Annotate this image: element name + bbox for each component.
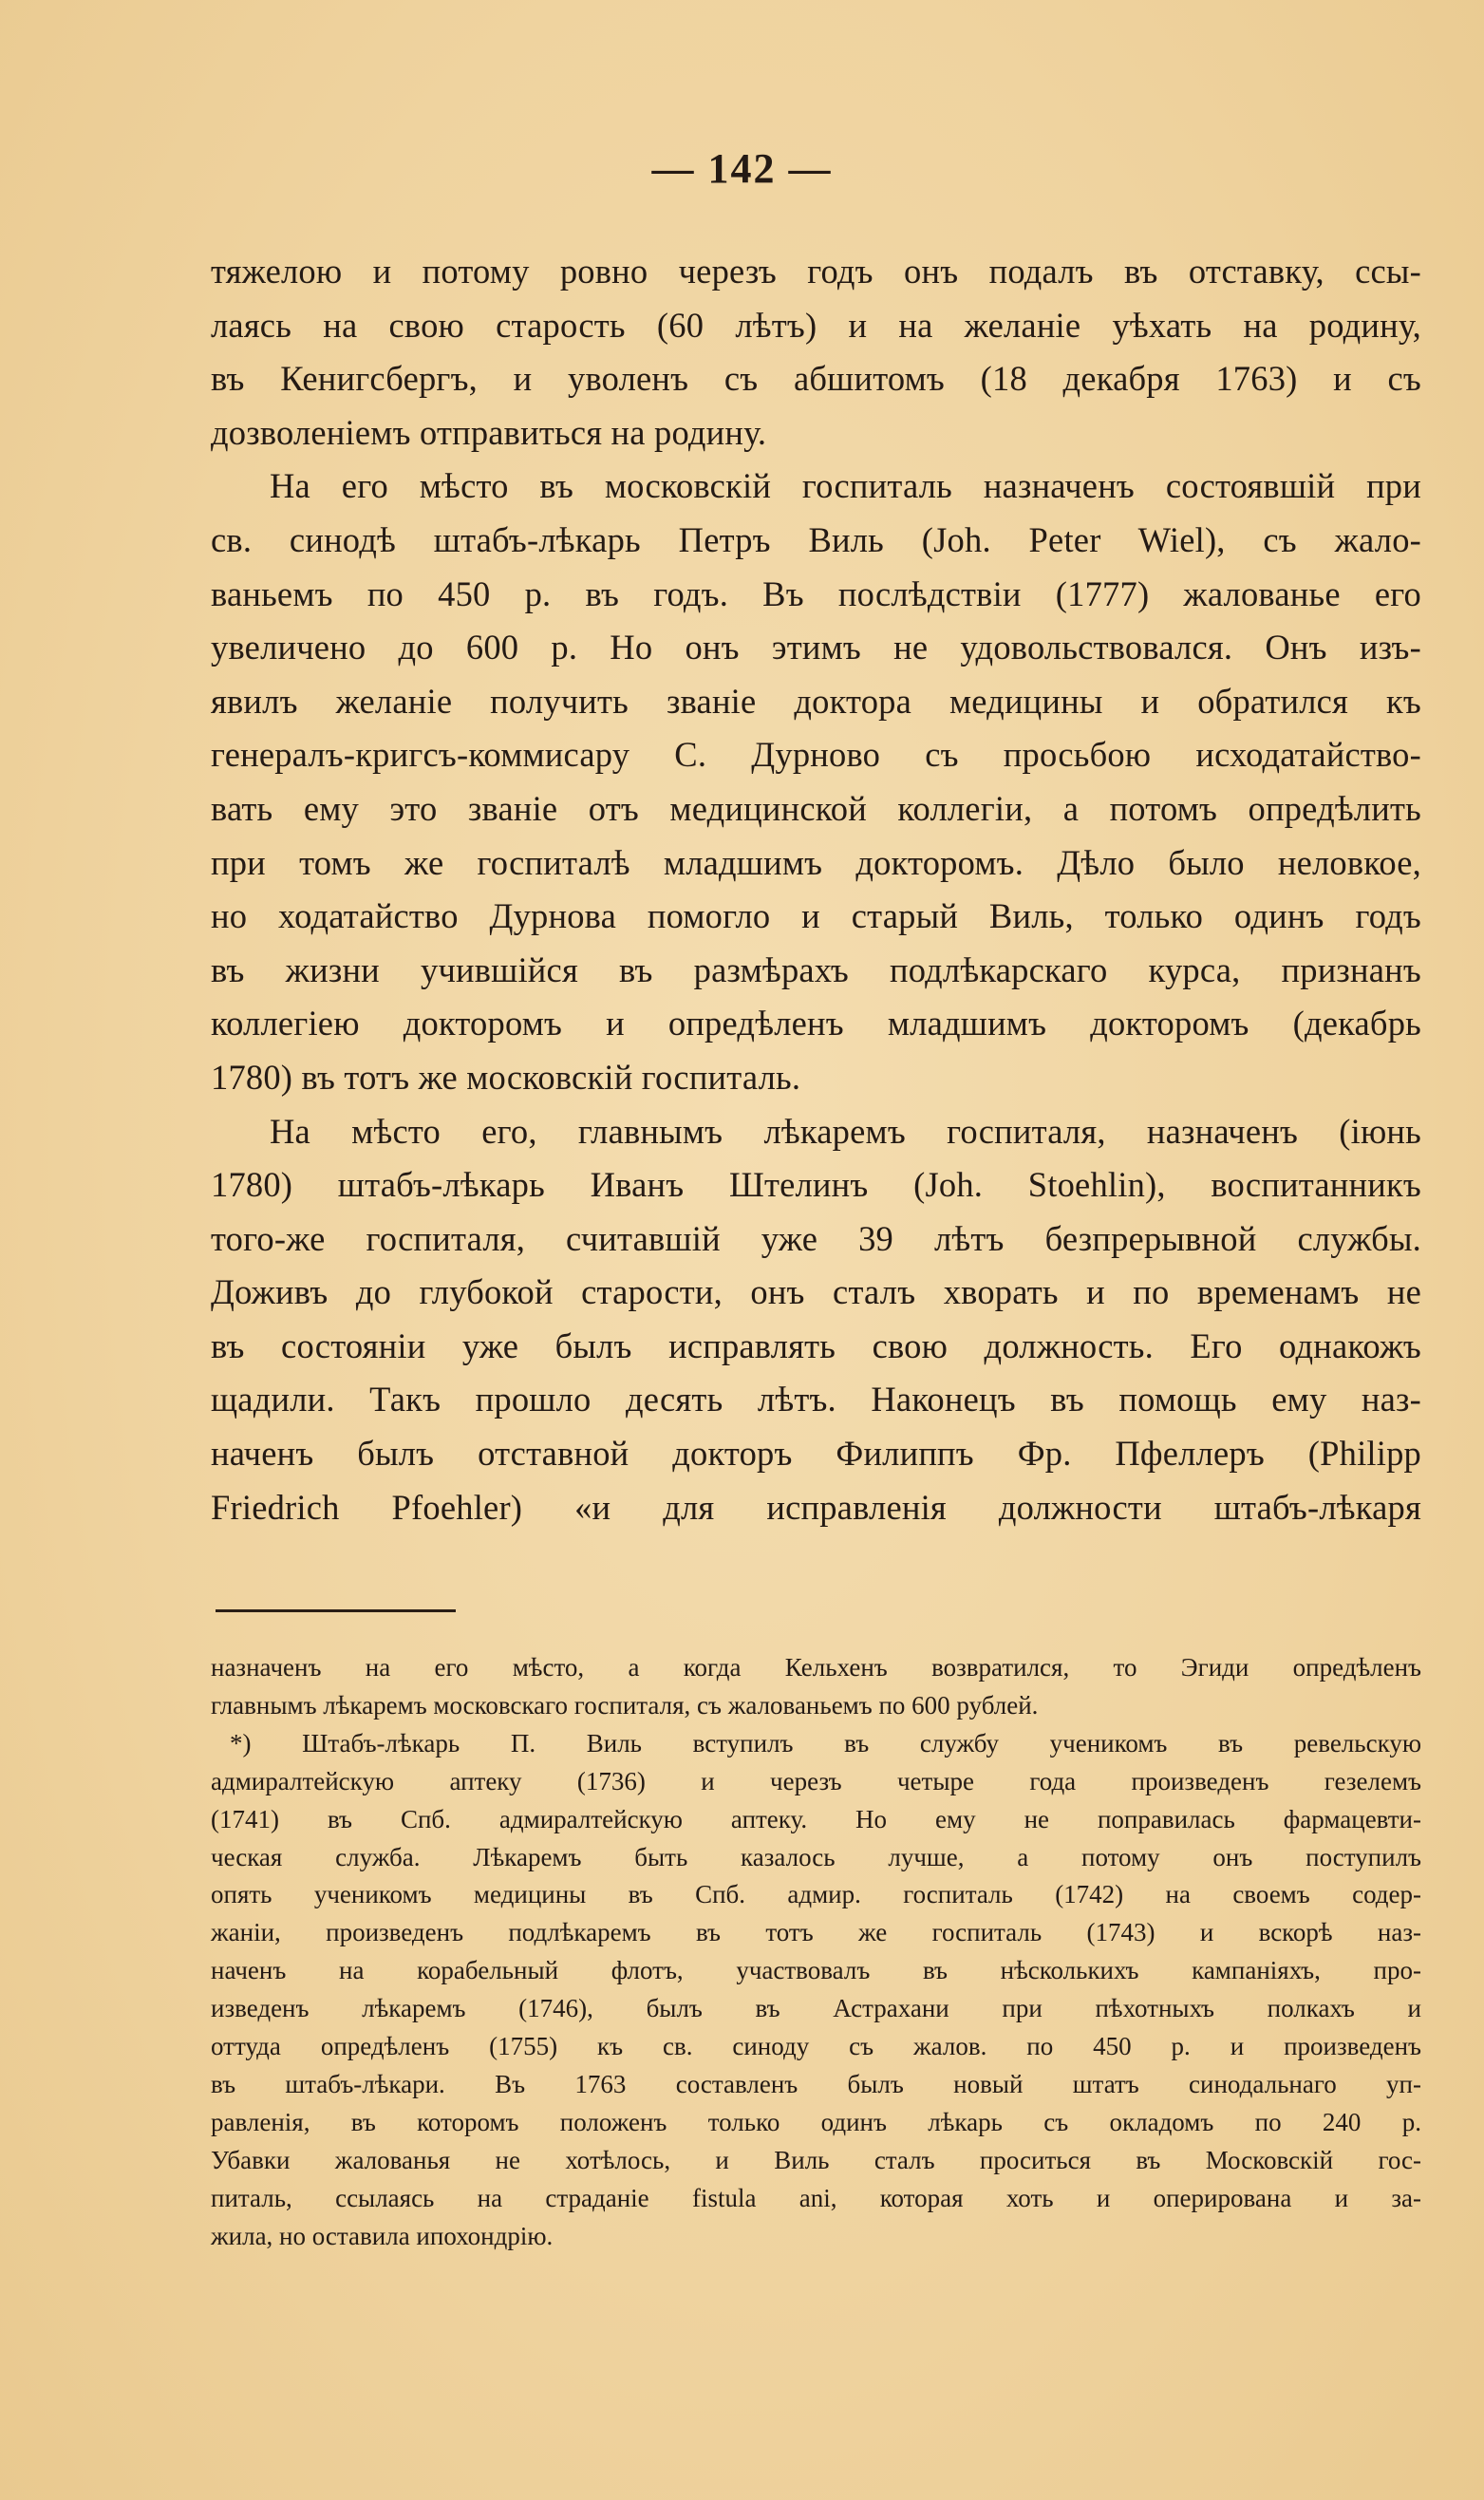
main-text [211, 245, 1421, 1534]
text-line: явилъ желаніе получить званіе доктора медицины и обратился къ [211, 681, 1421, 721]
footnotes [211, 1649, 1421, 2256]
text-line: того-же госпиталя, считавшій уже 39 лѣтъ безпрерывной службы. [211, 1218, 1421, 1258]
footnote-divider [216, 1609, 456, 1612]
text-line: увеличено до 600 р. Но онъ этимъ не удовольствовался. Онъ изъ- [211, 628, 1421, 667]
text-line: коллегіею докторомъ и опредѣленъ младшимъ докторомъ (декабрь [211, 1004, 1421, 1043]
text-line: тяжелою и потому ровно черезъ годъ онъ подалъ въ отставку, ссы- [211, 252, 1421, 291]
text-line: св. синодѣ штабъ-лѣкарь Петръ Виль (Joh. Peter Wiel), съ жало- [211, 519, 1421, 559]
footnote-line: жаніи, произведенъ подлѣкаремъ въ тотъ же госпиталь (1743) и вскорѣ наз- [211, 1918, 1421, 1947]
text-line: На его мѣсто въ московскій госпиталь назначенъ состоявшій при [270, 466, 1421, 506]
text-line: 1780) въ тотъ же московскій госпиталь. [211, 1057, 801, 1097]
footnote-line: оттуда опредѣленъ (1755) къ св. синоду съ жалов. по 450 р. и произведенъ [211, 2032, 1421, 2061]
text-line: въ состояніи уже былъ исправлять свою должность. Его однакожъ [211, 1325, 1421, 1365]
text-line: въ Кенигсбергъ, и уволенъ съ абшитомъ (18 декабря 1763) и съ [211, 359, 1421, 399]
paragraph [211, 1105, 1421, 1535]
footnote [211, 1725, 1421, 2256]
text-line: въ жизни учившійся въ размѣрахъ подлѣкарскаго курса, признанъ [211, 949, 1421, 989]
footnote-line: (1741) въ Спб. адмиралтейскую аптеку. Но ему не поправилась фармацевти- [211, 1804, 1421, 1833]
page-number: — 142 — [651, 145, 833, 192]
text-line: Доживъ до глубокой старости, онъ сталъ хворать и по временамъ не [211, 1272, 1421, 1312]
footnote-line: изведенъ лѣкаремъ (1746), былъ въ Астрахани при пѣхотныхъ полкахъ и [211, 1994, 1421, 2023]
text-line: дозволеніемъ отправиться на родину. [211, 412, 767, 452]
text-line: но ходатайство Дурнова помогло и старый Виль, только одинъ годъ [211, 896, 1421, 936]
text-line: щадили. Такъ прошло десять лѣтъ. Наконецъ въ помощь ему наз- [211, 1380, 1421, 1419]
text-line: На мѣсто его, главнымъ лѣкаремъ госпиталя, назначенъ (іюнь [270, 1111, 1421, 1151]
text-line: Friedrich Pfoehler) «и для исправленія должности штабъ-лѣкаря [211, 1487, 1421, 1527]
text-line: вать ему это званіе отъ медицинской коллегіи, а потомъ опредѣлить [211, 788, 1421, 828]
footnote-line: опять ученикомъ медицины въ Спб. адмир. госпиталь (1742) на своемъ содер- [211, 1880, 1421, 1909]
text-line: 1780) штабъ-лѣкарь Иванъ Штелинъ (Joh. Stoehlin), воспитанникъ [211, 1165, 1421, 1205]
text-line: при томъ же госпиталѣ младшимъ докторомъ. Дѣло было неловкое, [211, 842, 1421, 882]
footnote-line: назначенъ на его мѣсто, а когда Кельхенъ возвратился, то Эгиди опредѣленъ [211, 1653, 1421, 1682]
footnote-line: ческая служба. Лѣкаремъ быть казалось лучше, а потому онъ поступилъ [211, 1842, 1421, 1871]
footnote-line: наченъ на корабельный флотъ, участвовалъ въ нѣсколькихъ кампаніяхъ, про- [211, 1956, 1421, 1985]
footnote-line: Убавки жалованья не хотѣлось, и Виль сталъ проситься въ Московскій гос- [211, 2145, 1421, 2174]
footnote-line: жила, но оставила ипохондрію. [211, 2221, 554, 2250]
text-line: наченъ былъ отставной докторъ Филиппъ Фр. Пфеллеръ (Philipp [211, 1434, 1421, 1474]
footnote-continuation [211, 1649, 1421, 1725]
footnote-line: адмиралтейскую аптеку (1736) и черезъ четыре года произведенъ гезелемъ [211, 1766, 1421, 1795]
paragraph [211, 460, 1421, 1104]
text-line: лаясь на свою старость (60 лѣтъ) и на желаніе уѣхать на родину, [211, 305, 1421, 345]
footnote-line: въ штабъ-лѣкари. Въ 1763 составленъ былъ новый штатъ синодальнаго уп- [211, 2069, 1421, 2098]
footnote-line: главнымъ лѣкаремъ московскаго госпиталя, съ жалованьемъ по 600 рублей. [211, 1690, 1039, 1720]
footnote-line: *) Штабъ-лѣкарь П. Виль вступилъ въ службу ученикомъ въ ревельскую [230, 1728, 1421, 1758]
footnote-line: питаль, ссылаясь на страданіе fistula ani, которая хоть и оперирована и за- [211, 2183, 1421, 2212]
footnote-line: равленія, въ которомъ положенъ только одинъ лѣкарь съ окладомъ по 240 р. [211, 2107, 1421, 2136]
text-line: генералъ-кригсъ-коммисару С. Дурново съ просьбою исходатайство- [211, 735, 1421, 775]
text-line: ваньемъ по 450 р. въ годъ. Въ послѣдствіи (1777) жалованье его [211, 573, 1421, 613]
paragraph [211, 245, 1421, 460]
